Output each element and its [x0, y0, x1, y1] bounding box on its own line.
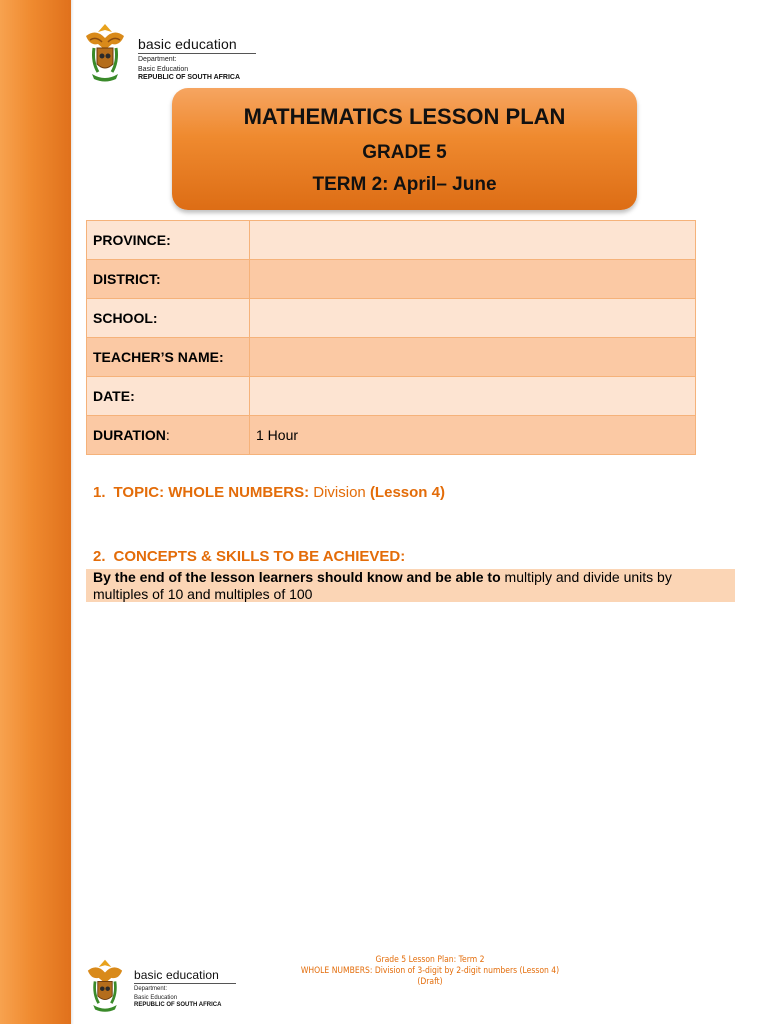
footer-logo — [84, 958, 236, 1014]
teacher-name-label: TEACHER’S NAME: — [87, 338, 250, 377]
page-title: MATHEMATICS LESSON PLAN — [243, 104, 566, 129]
lesson-number: (Lesson 4) — [369, 484, 445, 501]
duration-field[interactable]: 1 Hour — [250, 416, 696, 455]
table-row — [87, 416, 696, 455]
left-orange-sidebar — [0, 0, 71, 1024]
logo-dept-line2: Basic Education — [138, 66, 189, 73]
duration-label-cell — [87, 416, 250, 455]
teacher-name-field[interactable] — [250, 338, 696, 377]
province-field[interactable] — [250, 221, 696, 260]
page-footer — [277, 955, 583, 988]
district-label: DISTRICT: — [87, 260, 250, 299]
logo-brand-text: basic education — [134, 968, 236, 984]
province-label: PROVINCE: — [87, 221, 250, 260]
footer-line3: (Draft) — [417, 977, 443, 987]
school-field[interactable] — [250, 299, 696, 338]
school-label: SCHOOL: — [87, 299, 250, 338]
sidebar-shadow — [71, 0, 74, 1024]
logo-brand-text: basic education — [138, 36, 256, 54]
title-banner — [172, 88, 637, 210]
grade-label: GRADE 5 — [362, 142, 447, 163]
duration-label: DURATION — [93, 427, 166, 443]
topic-heading: TOPIC: WHOLE NUMBERS: — [113, 484, 310, 501]
lesson-info-table — [86, 220, 696, 455]
logo-country: REPUBLIC OF SOUTH AFRICA — [134, 1002, 222, 1008]
duration-colon: : — [165, 427, 170, 443]
logo-country: REPUBLIC OF SOUTH AFRICA — [138, 74, 241, 81]
concept-lead: By the end of the lesson learners should know and be able to — [93, 569, 501, 585]
date-field[interactable] — [250, 377, 696, 416]
footer-line2: WHOLE NUMBERS: Division of 3-digit by 2-digit numbers (Lesson 4) — [300, 966, 560, 976]
coat-of-arms-icon — [84, 958, 126, 1014]
concept-text — [93, 569, 713, 603]
topic-name: Division — [313, 484, 366, 501]
footer-line1: Grade 5 Lesson Plan: Term 2 — [375, 955, 485, 965]
logo-dept-line2: Basic Education — [134, 995, 178, 1001]
table-row — [87, 221, 696, 260]
concepts-section — [93, 548, 405, 565]
coat-of-arms-icon — [82, 22, 128, 84]
topic-section — [93, 484, 445, 501]
table-row — [87, 260, 696, 299]
section-number: 2. — [93, 548, 106, 565]
date-label: DATE: — [87, 377, 250, 416]
table-row — [87, 377, 696, 416]
header-logo — [82, 22, 256, 84]
concepts-heading: CONCEPTS & SKILLS TO BE ACHIEVED: — [113, 548, 406, 565]
concept-body: multiply and divide units by multiples of 10 and multiples of 100 — [93, 569, 672, 602]
table-row — [87, 338, 696, 377]
logo-dept-line1: Department: — [138, 56, 177, 63]
district-field[interactable] — [250, 260, 696, 299]
section-number: 1. — [93, 484, 106, 501]
term-label: TERM 2: April– June — [312, 174, 497, 195]
logo-dept-line1: Department: — [134, 986, 168, 992]
table-row — [87, 299, 696, 338]
